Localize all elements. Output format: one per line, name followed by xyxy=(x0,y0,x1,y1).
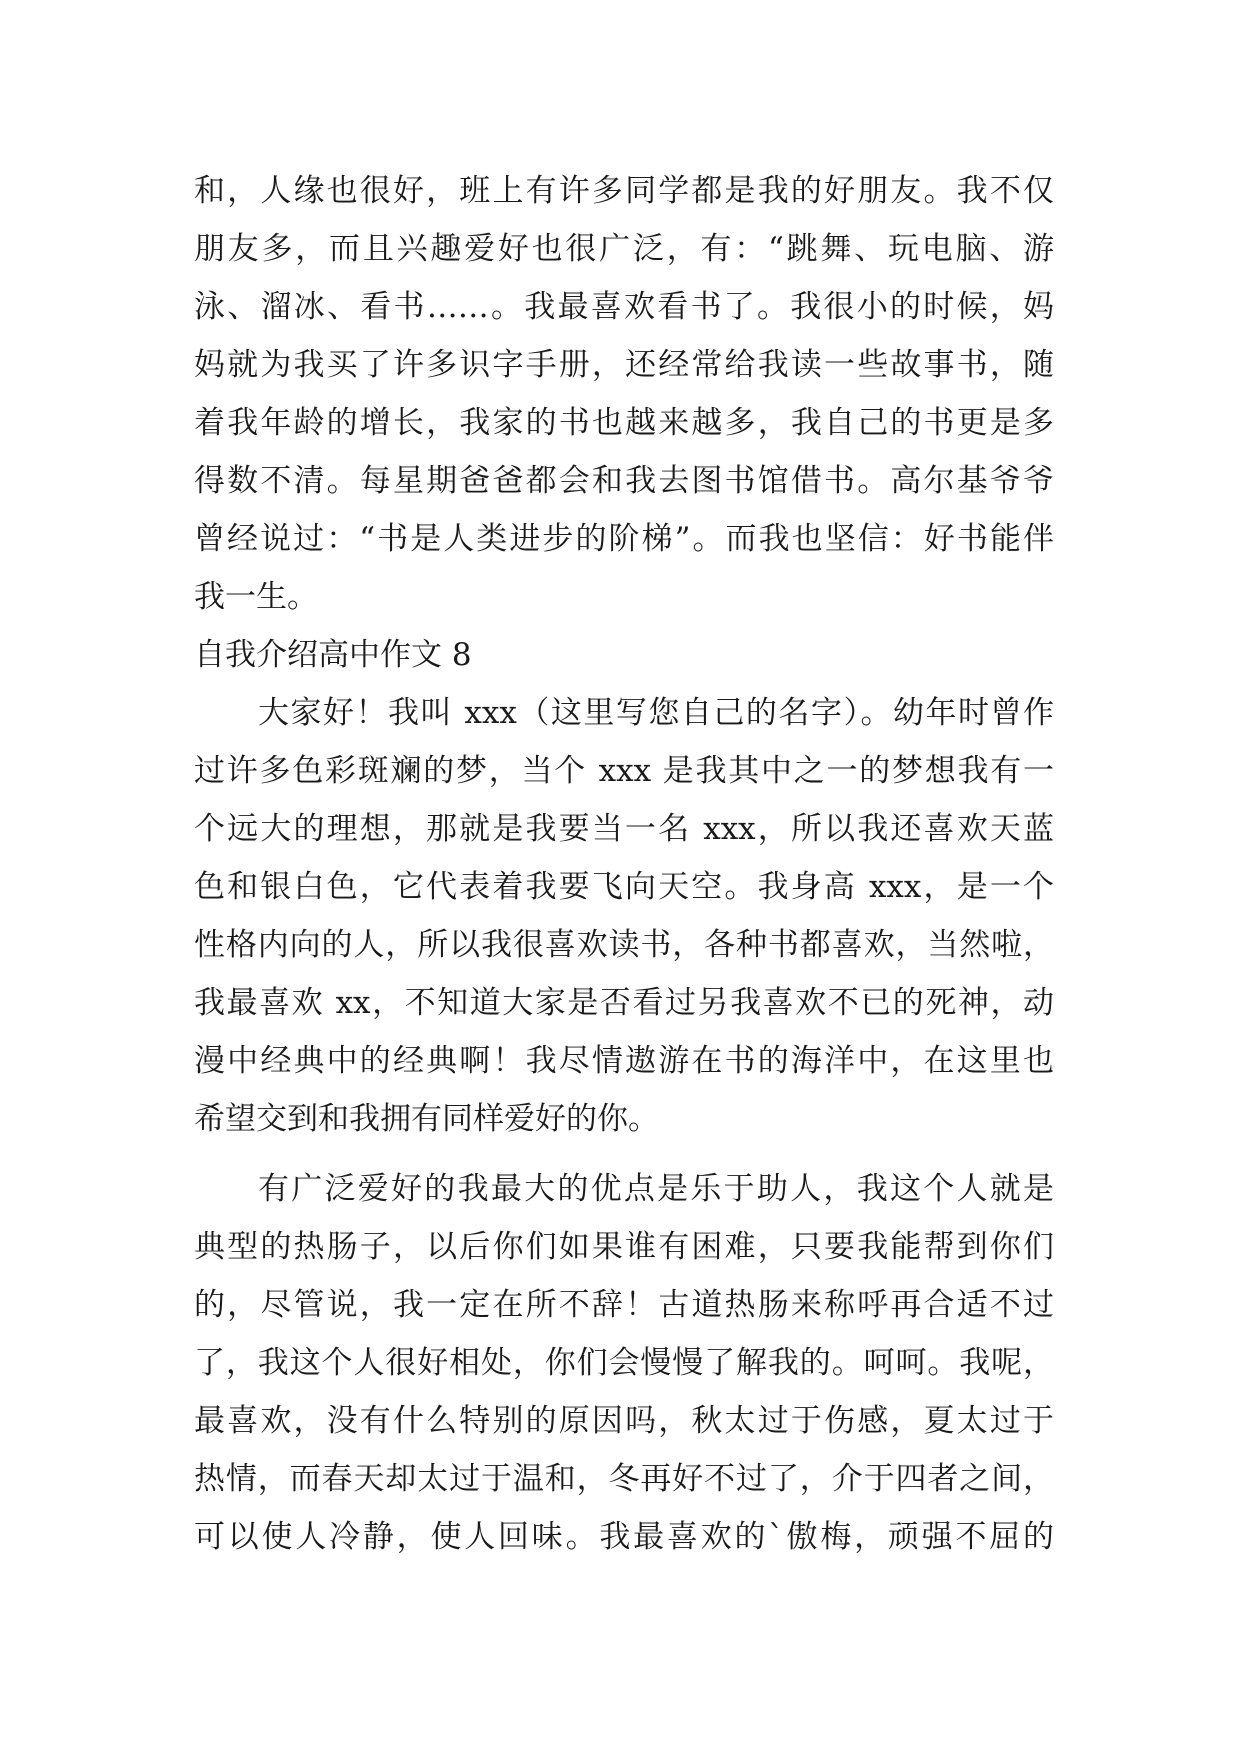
paragraph xyxy=(194,684,1054,1148)
text-line: 可以使人冷静，使人回味。我最喜欢的`傲梅，顽强不屈的 xyxy=(194,1519,1054,1555)
text-line: 着我年龄的增长，我家的书也越来越多，我自己的书更是多 xyxy=(194,405,1054,441)
text-line: 和，人缘也很好，班上有许多同学都是我的好朋友。我不仅 xyxy=(194,173,1054,209)
paragraph xyxy=(194,1160,1054,1566)
section-title: 自我介绍高中作文 8 xyxy=(194,637,472,673)
continued-paragraph xyxy=(194,162,1054,626)
text-line: 色和银白色，它代表着我要飞向天空。我身高 xxx，是一个 xyxy=(194,869,1054,905)
text-line: 朋友多，而且兴趣爱好也很广泛，有：“跳舞、玩电脑、游 xyxy=(194,231,1054,267)
text-line: 漫中经典中的经典啊！我尽情遨游在书的海洋中，在这里也 xyxy=(194,1043,1054,1079)
text-line: 过许多色彩斑斓的梦，当个 xxx 是我其中之一的梦想我有一 xyxy=(194,753,1054,789)
text-line: 得数不清。每星期爸爸都会和我去图书馆借书。高尔基爷爷 xyxy=(194,463,1054,499)
text-line: 了，我这个人很好相处，你们会慢慢了解我的。呵呵。我呢， xyxy=(194,1345,1054,1381)
text-line: 泳、溜冰、看书……。我最喜欢看书了。我很小的时候，妈 xyxy=(194,289,1054,325)
text-line: 最喜欢，没有什么特别的原因吗，秋太过于伤感，夏太过于 xyxy=(194,1403,1054,1439)
document-body xyxy=(194,162,1054,1566)
text-line: 典型的热肠子，以后你们如果谁有困难，只要我能帮到你们 xyxy=(194,1229,1054,1265)
text-line: 有广泛爱好的我最大的优点是乐于助人，我这个人就是 xyxy=(258,1171,1054,1207)
text-line: 希望交到和我拥有同样爱好的你。 xyxy=(194,1101,659,1137)
text-line: 曾经说过：“书是人类进步的阶梯”。而我也坚信：好书能伴 xyxy=(194,521,1054,557)
text-line: 妈就为我买了许多识字手册，还经常给我读一些故事书，随 xyxy=(194,347,1054,383)
text-line: 的，尽管说，我一定在所不辞！古道热肠来称呼再合适不过 xyxy=(194,1287,1054,1323)
text-line: 热情，而春天却太过于温和，冬再好不过了，介于四者之间， xyxy=(194,1461,1054,1497)
text-line: 性格内向的人，所以我很喜欢读书，各种书都喜欢，当然啦， xyxy=(194,927,1054,963)
text-line: 我最喜欢 xx，不知道大家是否看过另我喜欢不已的死神，动 xyxy=(194,985,1054,1021)
paragraph-spacer xyxy=(194,1148,1054,1160)
text-line: 我一生。 xyxy=(194,579,318,615)
text-line: 大家好！我叫 xxx（这里写您自己的名字）。幼年时曾作 xyxy=(258,695,1054,731)
text-line: 个远大的理想，那就是我要当一名 xxx，所以我还喜欢天蓝 xyxy=(194,811,1054,847)
